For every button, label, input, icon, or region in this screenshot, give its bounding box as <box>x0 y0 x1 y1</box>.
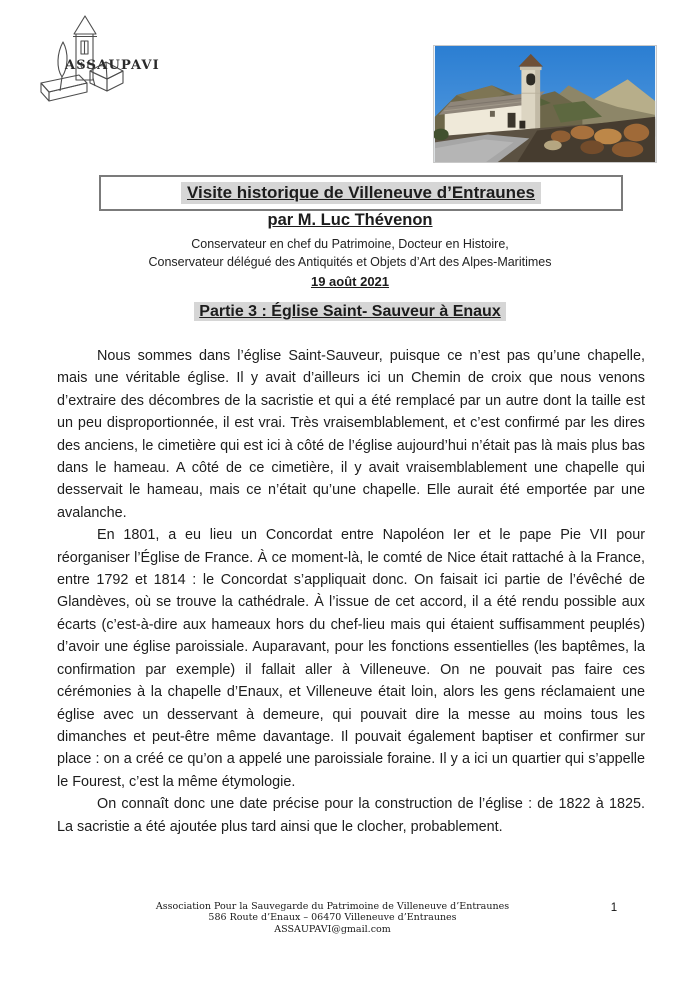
paragraph-2: En 1801, a eu lieu un Concordat entre Napoléon Ier et le pape Pie VII pour réorganiser l’Église de France. À ce moment-là, le comté de Nice était rattaché à la France, entre 1792 et 1814 : le Concordat s’appliquait donc. On faisait ici partie de l’évêché de Glandèves, où se trouve la cathédrale. À l’issue de cet accord, il a été rendu possible aux écarts (c’est-à-dire aux hameaux hors du chef-lieu mais qui étaient suffisamment peuplés) d’avoir une église paroissiale. Auparavant, pour les fonctions essentielles (les baptêmes, la confirmation par exemple) il fallait aller à Villeneuve. On ne pouvait pas faire ces cérémonies à la chapelle d’Enaux, et Villeneuve était loin, alors les gens réclamaient une église avec un desservant à demeure, qui pouvait dire la messe au moins tous les dimanches et peut-être même davantage. Il pouvait également baptiser et confirmer sur place : on a créé ce qu’on a appelé une paroissiale foraine. Il y a ici un quartier qui s’appelle le Fourest, c’est la même étymologie. <box>57 527 645 790</box>
logo-wordmark: ASSAUPAVI <box>65 58 160 73</box>
section-heading-text: Partie 3 : Église Saint- Sauveur à Enaux <box>194 302 505 321</box>
byline <box>0 211 700 230</box>
body-text <box>57 345 645 838</box>
footer-email: ASSAUPAVI@gmail.com <box>274 923 391 935</box>
paragraph-3: On connaît donc une date précise pour la construction de l’église : de 1822 à 1825. La sacristie a été ajoutée plus tard ainsi que le clocher, probablement. <box>57 796 645 835</box>
page-number: 1 <box>610 902 618 914</box>
author-credential-2: Conservateur délégué des Antiquités et Objets d’Art des Alpes-Maritimes <box>148 255 552 269</box>
document-date: 19 août 2021 <box>310 274 390 289</box>
page-title: Visite historique de Villeneuve d’Entraunes <box>181 182 541 204</box>
footer-association: Association Pour la Sauvegarde du Patrimoine de Villeneuve d’Entraunes <box>155 901 510 912</box>
section-heading <box>0 303 700 321</box>
page-footer <box>60 901 605 935</box>
footer-address: 586 Route d’Enaux – 06470 Villeneuve d’Entraunes <box>208 912 457 924</box>
author-credential-1: Conservateur en chef du Patrimoine, Docteur en Histoire, <box>191 237 509 251</box>
church-photo <box>433 45 657 163</box>
date-line <box>0 274 700 289</box>
author-name: par M. Luc Thévenon <box>267 211 433 229</box>
church-photo-image <box>434 46 656 162</box>
assaupavi-logo <box>38 12 160 116</box>
paragraph-1: Nous sommes dans l’église Saint-Sauveur, puisque ce n’est pas qu’une chapelle, mais une véritable église. Il y avait d’ailleurs ici un Chemin de croix que nous venons d’extraire des décombres de la sacristie et qui a été remplacé par un autre dont la taille est un peu disproportionnée, il est vrai. Très vraisemblablement, et c’est confirmé par les dires des anciens, le cimetière qui est ici à côté de l’église aujourd’hui n’était pas là mais plus bas dans le hameau. A côté de ce cimetière, il y avait vraisemblablement une chapelle qui desservait le hameau, mais ce n’était qu’une chapelle. Elle aurait été emportée par une avalanche. <box>57 348 645 521</box>
title-box <box>99 175 623 211</box>
